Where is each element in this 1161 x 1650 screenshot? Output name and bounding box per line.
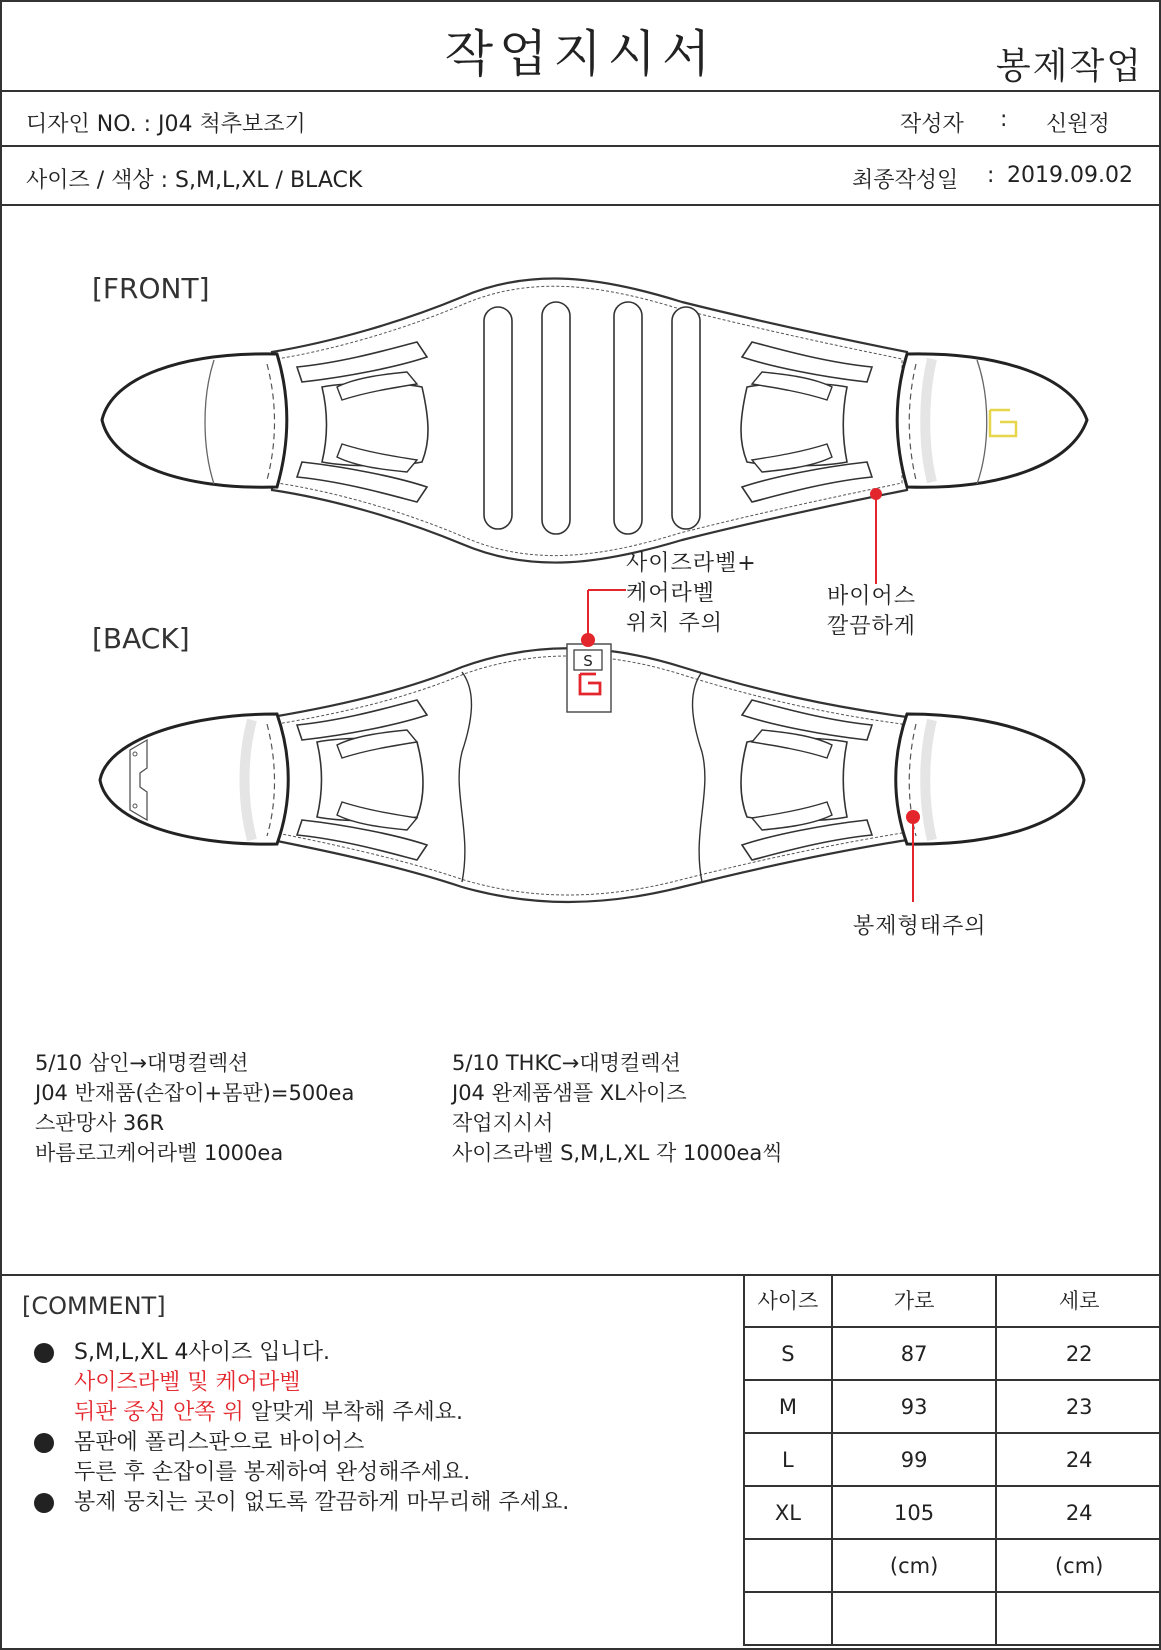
- table-row: [744, 1433, 1161, 1486]
- bullet-icon: [34, 1433, 54, 1453]
- design-number: 디자인 NO. : J04 척추보조기: [26, 112, 306, 137]
- table-cell: 23: [996, 1380, 1161, 1433]
- note-line: 바름로고케어라벨 1000ea: [35, 1141, 284, 1165]
- date-separator: :: [987, 163, 995, 188]
- bias-callout: [827, 582, 916, 642]
- document-title: 작업지시서: [444, 25, 717, 83]
- comment-line: [74, 1398, 569, 1428]
- table-cell: 99: [832, 1433, 997, 1486]
- callout-line: 위치 주의: [626, 611, 724, 636]
- callout-line: 사이즈라벨+: [626, 551, 757, 576]
- comment-label: [COMMENT]: [22, 1292, 166, 1320]
- size-color-info: 사이즈 / 색상 : S,M,L,XL / BLACK: [26, 168, 363, 193]
- size-tag-text: S: [583, 652, 593, 670]
- table-cell: XL: [744, 1486, 832, 1539]
- table-row: [744, 1327, 1161, 1380]
- date-value: 2019.09.02: [1007, 163, 1133, 188]
- table-cell: S: [744, 1327, 832, 1380]
- front-view: [102, 278, 1087, 584]
- comment-text: 알맞게 부착해 주세요.: [250, 1400, 463, 1425]
- front-label: [FRONT]: [92, 272, 210, 305]
- note-line: 사이즈라벨 S,M,L,XL 각 1000ea씩: [452, 1141, 783, 1165]
- table-cell: 87: [832, 1327, 997, 1380]
- table-cell: (cm): [996, 1539, 1161, 1592]
- table-cell: 24: [996, 1486, 1161, 1539]
- comment-line: S,M,L,XL 4사이즈 입니다.: [74, 1340, 330, 1365]
- table-cell: 22: [996, 1327, 1161, 1380]
- notes-right: [452, 1048, 783, 1168]
- size-table: [743, 1274, 1161, 1646]
- author-separator: :: [1000, 107, 1008, 132]
- table-cell: [832, 1592, 997, 1645]
- table-cell: M: [744, 1380, 832, 1433]
- label-position-callout: [626, 549, 757, 639]
- table-cell: [744, 1539, 832, 1592]
- bullet-icon: [34, 1493, 54, 1513]
- note-line: 작업지시서: [452, 1111, 554, 1135]
- table-header-row: [744, 1274, 1161, 1327]
- note-line: 스판망사 36R: [35, 1111, 165, 1135]
- author-name: 신원정: [1046, 112, 1110, 137]
- date-label: 최종작성일: [852, 168, 959, 193]
- comment-list: [32, 1338, 569, 1518]
- callout-line: 깔끔하게: [827, 614, 917, 639]
- table-cell: 24: [996, 1433, 1161, 1486]
- comment-highlight: 뒤판 중심 안쪽 위: [74, 1400, 244, 1425]
- table-header: 세로: [996, 1274, 1161, 1327]
- table-row: [744, 1486, 1161, 1539]
- callout-line: 바이어스: [827, 584, 917, 609]
- comment-line-highlight: 사이즈라벨 및 케어라벨: [74, 1370, 301, 1395]
- back-view: [100, 590, 1084, 902]
- table-cell: L: [744, 1433, 832, 1486]
- table-cell: [744, 1592, 832, 1645]
- table-row-empty: [744, 1592, 1161, 1645]
- comment-item: [32, 1428, 569, 1488]
- table-header: 사이즈: [744, 1274, 832, 1327]
- note-line: J04 완제품샘플 XL사이즈: [452, 1081, 687, 1105]
- author-label: 작성자: [900, 112, 964, 137]
- callout-line: 케어라벨: [626, 581, 716, 606]
- document-subtitle: 봉제작업: [995, 46, 1143, 87]
- notes-left: [35, 1048, 354, 1168]
- table-header: 가로: [832, 1274, 997, 1327]
- comment-item: [32, 1488, 569, 1518]
- table-row: [744, 1380, 1161, 1433]
- table-cell: 93: [832, 1380, 997, 1433]
- table-cell: (cm): [832, 1539, 997, 1592]
- table-cell: 105: [832, 1486, 997, 1539]
- table-units-row: [744, 1539, 1161, 1592]
- comment-line: 두른 후 손잡이를 봉제하여 완성해주세요.: [74, 1460, 471, 1485]
- bullet-icon: [34, 1343, 54, 1363]
- sewing-callout: 봉제형태주의: [853, 914, 987, 939]
- note-line: 5/10 삼인→대명컬렉션: [35, 1051, 249, 1075]
- table-cell: [996, 1592, 1161, 1645]
- comment-line: 봉제 뭉치는 곳이 없도록 깔끔하게 마무리해 주세요.: [74, 1490, 570, 1515]
- comment-line: 몸판에 폴리스판으로 바이어스: [74, 1430, 365, 1455]
- back-label: [BACK]: [92, 622, 190, 655]
- note-line: J04 반재품(손잡이+몸판)=500ea: [35, 1081, 355, 1105]
- comment-item: [32, 1338, 569, 1428]
- note-line: 5/10 THKC→대명컬렉션: [452, 1051, 681, 1075]
